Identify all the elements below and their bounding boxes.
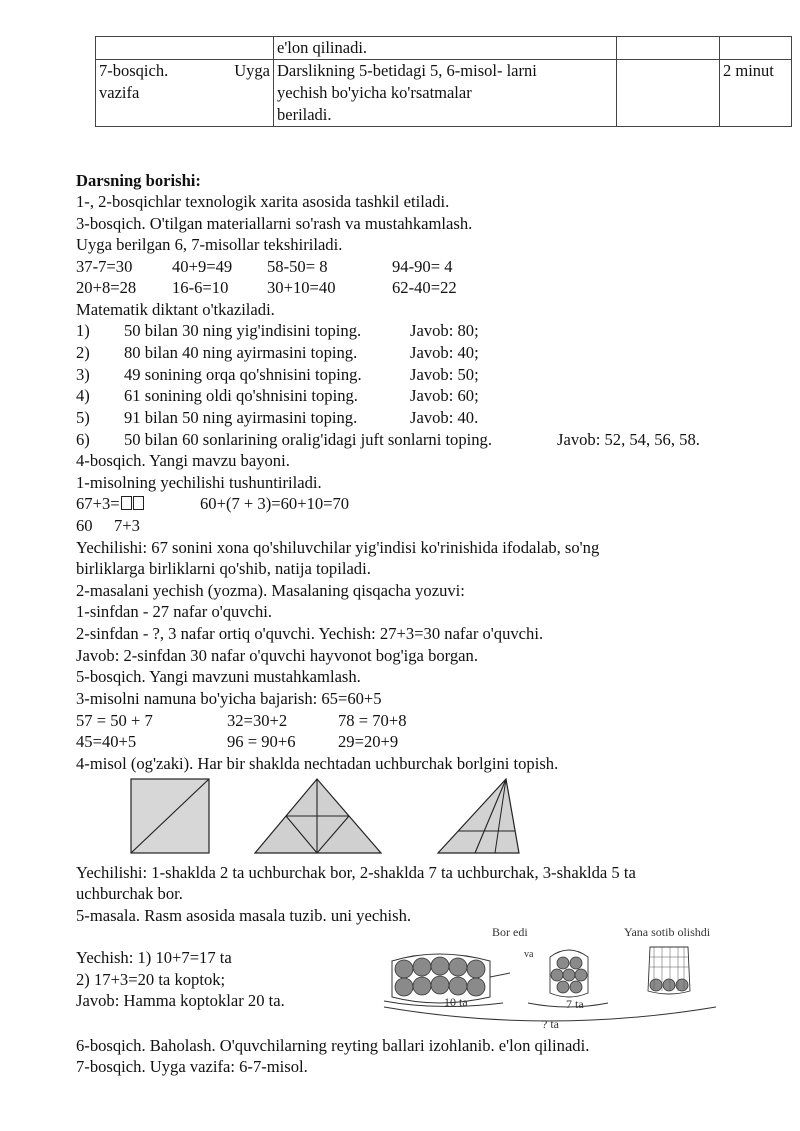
solution-line: 2) 17+3=20 ta koptok; (76, 970, 226, 989)
paragraph: 5-bosqich. Yangi mavzuni mustahkamlash. (76, 667, 361, 686)
table-cell (96, 60, 274, 127)
item-question: 91 bilan 50 ning ayirmasini toping. (124, 408, 358, 427)
stage-label: vazifa (99, 83, 140, 102)
decomposition: 29=20+9 (338, 732, 399, 751)
table-cell (720, 60, 792, 127)
paragraph: 6-bosqich. Baholash. O'quvchilarning reyting ballari izohlanib. e'lon qilinadi. (76, 1036, 590, 1055)
solution-line: Javob: Hamma koptoklar 20 ta. (76, 991, 285, 1010)
item-answer: Javob: 80; (410, 321, 479, 340)
item-question: 61 sonining oldi qo'shnisini toping. (124, 386, 358, 405)
example: 37-7=30 (76, 257, 133, 276)
total-label: ? ta (542, 1017, 559, 1031)
table-cell (96, 37, 274, 60)
stage-label: 7-bosqich. (99, 61, 169, 80)
item-question: 50 bilan 60 sonlarining oralig'idagi juft sonlarni toping. (124, 430, 493, 449)
paragraph: 5-masala. Rasm asosida masala tuzib. uni yechish. (76, 906, 412, 925)
paragraph: 7-bosqich. Uyga vazifa: 6-7-misol. (76, 1057, 308, 1076)
count-label: 10 ta (444, 995, 468, 1009)
lesson-plan-table (95, 36, 792, 127)
solution-line: Yechish: 1) 10+7=17 ta (76, 948, 232, 967)
paragraph: 1-sinfdan - 27 nafar o'quvchi. (76, 602, 273, 621)
and-label: va (524, 949, 534, 960)
decomposition: 57 = 50 + 7 (76, 711, 153, 730)
item-number: 2) (76, 343, 90, 362)
paragraph: 3-misolni namuna bo'yicha bajarish: 65=60+5 (76, 689, 382, 708)
paragraph: Matematik diktant o'tkaziladi. (76, 300, 275, 319)
example: 20+8=28 (76, 278, 137, 297)
paragraph: Yechilishi: 1-shaklda 2 ta uchburchak bor, 2-shaklda 7 ta uchburchak, 3-shaklda 5 ta (76, 863, 636, 882)
paragraph: Uyga berilgan 6, 7-misollar tekshiriladi. (76, 235, 343, 254)
item-answer: Javob: 50; (410, 365, 479, 384)
table-cell (274, 37, 617, 60)
time-value: 2 minut (723, 61, 774, 80)
item-question: 49 sonining orqa qo'shnisini toping. (124, 365, 362, 384)
section-heading: Darsning borishi: (76, 171, 201, 190)
table-text: yechish bo'yicha ko'rsatmalar (277, 83, 472, 102)
square-figure (131, 779, 209, 853)
example: 62-40=22 (392, 278, 457, 297)
item-number: 1) (76, 321, 90, 340)
blank-box-icon (133, 496, 144, 510)
had-label: Bor edi (492, 925, 528, 939)
item-number: 6) (76, 430, 90, 449)
paragraph: 1-misolning yechilishi tushuntiriladi. (76, 473, 322, 492)
paragraph: 4-misol (og'zaki). Har bir shaklda nechtadan uchburchak borlgini topish. (76, 754, 559, 773)
paragraph: 2-sinfdan - ?, 3 nafar ortiq o'quvchi. Yechish: 27+3=30 nafar o'quvchi. (76, 624, 544, 643)
table-text: beriladi. (277, 105, 332, 124)
example: 58-50= 8 (267, 257, 328, 276)
table-cell (274, 60, 617, 127)
table-cell (720, 37, 792, 60)
paragraph: 3-bosqich. O'tilgan materiallarni so'rash va mustahkamlash. (76, 214, 473, 233)
example: 16-6=10 (172, 278, 229, 297)
paragraph: Yechilishi: 67 sonini xona qo'shiluvchilar yig'indisi ko'rinishida ifodalab, so'ng (76, 538, 600, 557)
table-text: e'lon qilinadi. (277, 38, 368, 57)
decomposition: 32=30+2 (227, 711, 288, 730)
paragraph: 1-, 2-bosqichlar texnologik xarita asosida tashkil etiladi. (76, 192, 450, 211)
split-part: 7+3 (114, 516, 140, 535)
expression (76, 493, 144, 514)
expression-text: 67+3= (76, 494, 120, 513)
decomposition: 78 = 70+8 (338, 711, 407, 730)
item-answer: Javob: 60; (410, 386, 479, 405)
stage-title (99, 60, 270, 82)
paragraph: 2-masalani yechish (yozma). Masalaning qisqacha yozuvi: (76, 581, 465, 600)
item-question: 50 bilan 30 ning yig'indisini toping. (124, 321, 362, 340)
item-answer: Javob: 52, 54, 56, 58. (557, 430, 700, 449)
item-question: 80 bilan 40 ning ayirmasini toping. (124, 343, 358, 362)
paragraph: uchburchak bor. (76, 884, 183, 903)
table-row (96, 60, 792, 127)
count-label: 7 ta (566, 997, 584, 1011)
decomposition: 45=40+5 (76, 732, 137, 751)
table-text: Darslikning 5-betidagi 5, 6-misol- larni (277, 61, 537, 80)
example: 94-90= 4 (392, 257, 453, 276)
stage-label: Uyga (234, 61, 270, 80)
table-row (96, 37, 792, 60)
decomposition: 96 = 90+6 (227, 732, 296, 751)
solution: 60+(7 + 3)=60+10=70 (200, 494, 350, 513)
triangle-figure-3 (438, 779, 519, 853)
triangle-figure-2 (255, 779, 381, 853)
blank-box-icon (121, 496, 132, 510)
table-cell (617, 37, 720, 60)
item-number: 5) (76, 408, 90, 427)
item-number: 3) (76, 365, 90, 384)
example: 30+10=40 (267, 278, 336, 297)
paragraph: Javob: 2-sinfdan 30 nafar o'quvchi hayvonot bog'iga borgan. (76, 646, 478, 665)
example: 40+9=49 (172, 257, 233, 276)
item-number: 4) (76, 386, 90, 405)
table-cell (617, 60, 720, 127)
paragraph: birliklarga birliklarni qo'shib, natija topiladi. (76, 559, 371, 578)
balls-illustration (378, 925, 738, 1031)
bought-label: Yana sotib olishdi (624, 925, 711, 939)
item-answer: Javob: 40. (410, 408, 479, 427)
split-part: 60 (76, 516, 93, 535)
item-answer: Javob: 40; (410, 343, 479, 362)
paragraph: 4-bosqich. Yangi mavzu bayoni. (76, 451, 290, 470)
triangle-figures (120, 776, 530, 856)
